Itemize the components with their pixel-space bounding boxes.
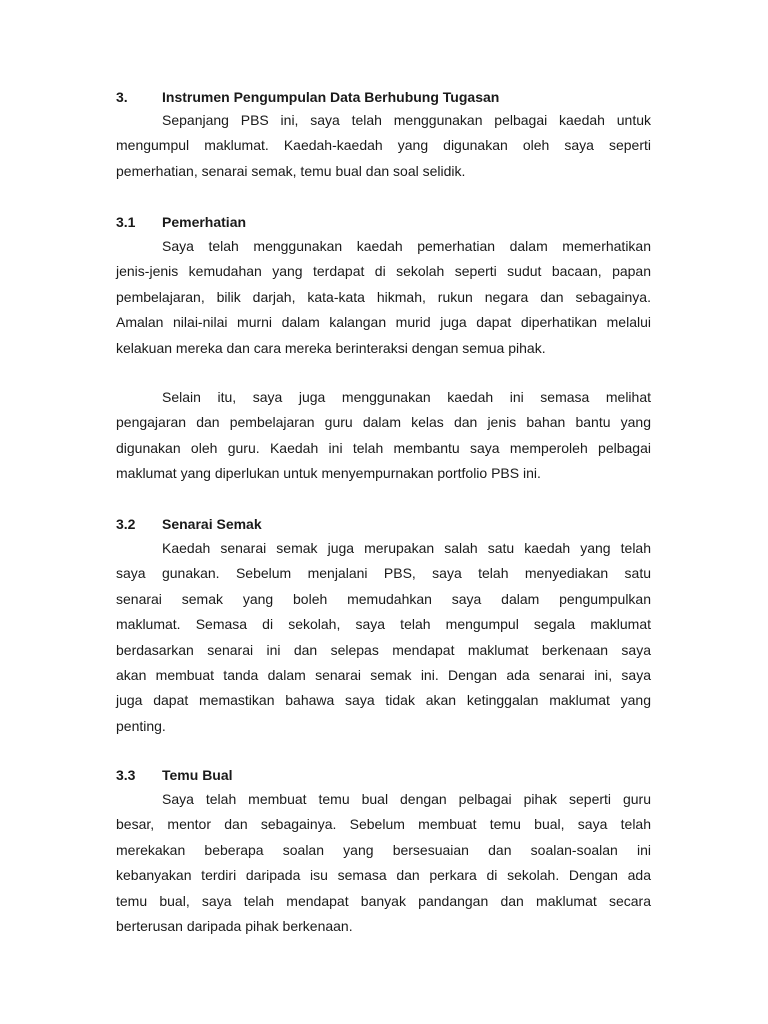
paragraph-line: Saya telah membuat temu bual dengan pelbagai pihak seperti guru (162, 791, 651, 807)
paragraph-line: merekakan beberapa soalan yang bersesuaian dan soalan-soalan ini (116, 841, 651, 858)
paragraph-line: pengajaran dan pembelajaran guru dalam kelas dan jenis bahan bantu yang (116, 414, 651, 431)
paragraph-3-1-a (116, 234, 651, 361)
section-title: Instrumen Pengumpulan Data Berhubung Tugasan (162, 89, 500, 105)
paragraph-line: pemerhatian, senarai semak, temu bual dan soal selidik. (116, 162, 466, 179)
paragraph-3-1-b (116, 385, 651, 487)
section-title: Pemerhatian (162, 214, 247, 230)
paragraph-line: Saya telah menggunakan kaedah pemerhatian dalam memerhatikan (162, 238, 651, 254)
paragraph-line: kelakuan mereka dan cara mereka berinteraksi dengan semua pihak. (116, 339, 546, 356)
section-title: Senarai Semak (162, 516, 262, 532)
paragraph-line: temu bual, saya telah mendapat banyak pandangan dan maklumat secara (116, 892, 651, 909)
paragraph-line: berterusan daripada pihak berkenaan. (116, 917, 353, 934)
paragraph-line: Sepanjang PBS ini, saya telah menggunakan pelbagai kaedah untuk (162, 112, 651, 128)
paragraph-3-2 (116, 536, 651, 739)
paragraph-line: senarai semak yang boleh memudahkan saya dalam pengumpulkan (116, 590, 651, 607)
section-heading-3 (116, 88, 499, 106)
section-title: Temu Bual (162, 767, 233, 783)
paragraph-line: pembelajaran, bilik darjah, kata-kata hikmah, rukun negara dan sebagainya. (116, 288, 651, 305)
paragraph-line: mengumpul maklumat. Kaedah-kaedah yang digunakan oleh saya seperti (116, 137, 651, 154)
paragraph-line: juga dapat memastikan bahawa saya tidak akan ketinggalan maklumat yang (116, 692, 651, 709)
paragraph-line: jenis-jenis kemudahan yang terdapat di sekolah seperti sudut bacaan, papan (116, 263, 651, 280)
section-number: 3.3 (116, 767, 136, 783)
paragraph-line: Selain itu, saya juga menggunakan kaedah ini semasa melihat (162, 389, 651, 405)
section-heading-3-3 (116, 766, 233, 784)
paragraph-line: akan membuat tanda dalam senarai semak ini. Dengan ada senarai ini, saya (116, 666, 651, 683)
section-number: 3.2 (116, 516, 136, 532)
paragraph-line: kebanyakan terdiri daripada isu semasa dan perkara di sekolah. Dengan ada (116, 867, 651, 884)
paragraph-line: penting. (116, 717, 166, 734)
paragraph-line: saya gunakan. Sebelum menjalani PBS, saya telah menyediakan satu (116, 565, 651, 582)
paragraph-line: maklumat. Semasa di sekolah, saya telah mengumpul segala maklumat (116, 616, 651, 633)
paragraph-line: besar, mentor dan sebagainya. Sebelum membuat temu bual, saya telah (116, 816, 651, 833)
section-heading-3-1 (116, 213, 246, 231)
paragraph-line: berdasarkan senarai ini dan selepas mendapat maklumat berkenaan saya (116, 641, 651, 658)
paragraph-line: Amalan nilai-nilai murni dalam kalangan murid juga dapat diperhatikan melalui (116, 314, 651, 331)
paragraph-3 (116, 108, 651, 184)
section-number: 3. (116, 89, 128, 105)
paragraph-line: maklumat yang diperlukan untuk menyempurnakan portfolio PBS ini. (116, 465, 541, 482)
section-number: 3.1 (116, 214, 136, 230)
section-heading-3-2 (116, 515, 262, 533)
paragraph-line: Kaedah senarai semak juga merupakan salah satu kaedah yang telah (162, 540, 651, 556)
paragraph-3-3 (116, 787, 651, 939)
paragraph-line: digunakan oleh guru. Kaedah ini telah membantu saya memperoleh pelbagai (116, 439, 651, 456)
